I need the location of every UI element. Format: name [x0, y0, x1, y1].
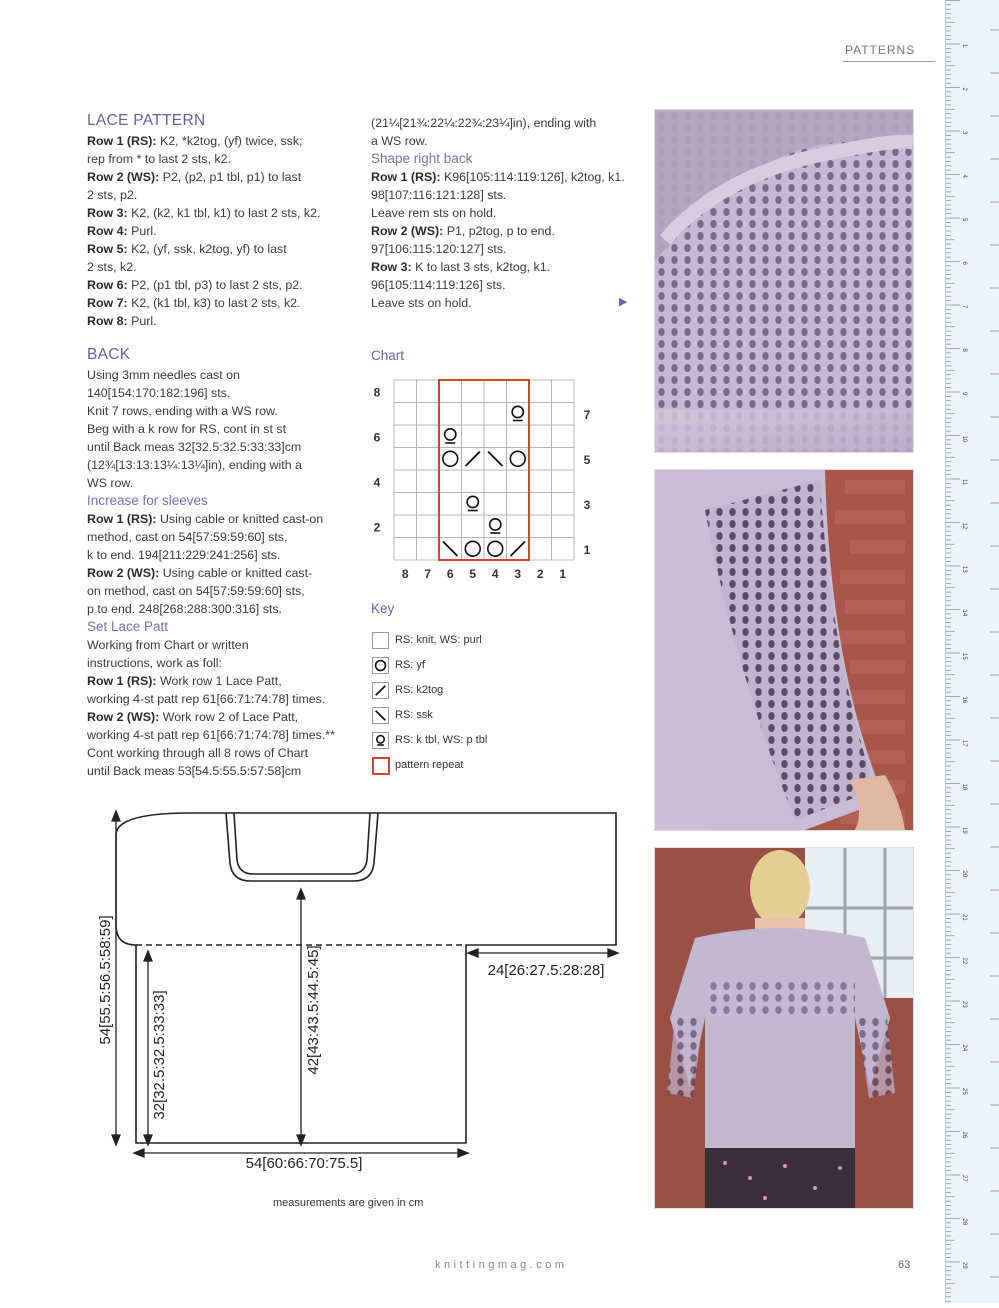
- row-label: Row 5:: [87, 242, 128, 256]
- chart-cell: [462, 403, 485, 426]
- center-height-label: 42[43:43.5:44.5:45]: [305, 945, 322, 1075]
- instruction-line: [371, 132, 641, 150]
- neckline-outer: [226, 813, 378, 881]
- row-label: Row 8:: [87, 314, 128, 328]
- row-text: 2 sts, p2.: [87, 188, 138, 202]
- total-height-label: 54[55.5:56.5:58:59]: [97, 915, 114, 1045]
- instruction-line: [371, 186, 641, 204]
- ssk-symbol: [376, 711, 386, 721]
- ruler-number: 24: [961, 1044, 967, 1052]
- key-title: Key: [371, 601, 395, 616]
- sleeve-photo: [654, 469, 914, 831]
- ruler-number: 2: [961, 87, 967, 91]
- instruction-line: [87, 744, 357, 762]
- row-text: K2, *k2tog, (yf) twice, ssk;: [156, 134, 303, 148]
- row-text: 2 sts, k2.: [87, 260, 137, 274]
- set-lace-patt-heading: Set Lace Patt: [87, 619, 169, 634]
- ruler-number: 29: [961, 1262, 967, 1269]
- chart-cell: [507, 515, 530, 538]
- chart-cell: [529, 515, 552, 538]
- instruction-line: [87, 654, 357, 672]
- chart-cell: [417, 493, 440, 516]
- chart-col-label: 7: [424, 567, 432, 581]
- chart-cell: [484, 380, 507, 403]
- ktbl-symbol: [377, 736, 385, 744]
- ruler-number: 11: [961, 479, 967, 486]
- row-label: Row 1 (RS):: [87, 512, 157, 526]
- key-blank-icon: [372, 632, 389, 649]
- back-instructions: [87, 366, 357, 492]
- continued-text: [371, 114, 641, 150]
- chart-col-label: 2: [536, 567, 544, 581]
- row-text: k to end. 194[211:229:241:256] sts.: [87, 548, 281, 562]
- row-label: Row 7:: [87, 296, 128, 310]
- row-text: Leave rem sts on hold.: [371, 206, 497, 220]
- chart-cell: [417, 515, 440, 538]
- ruler-number: 25: [961, 1088, 967, 1095]
- row-text: P2, (p1 tbl, p3) to last 2 sts, p2.: [127, 278, 303, 292]
- row-text: K to last 3 sts, k2tog, k1.: [411, 260, 551, 274]
- chart-col-label: 3: [514, 567, 522, 581]
- row-text: (12¾[13:13:13¼:13¼]in), ending with a: [87, 458, 302, 472]
- key-yf-icon: [372, 657, 389, 674]
- instruction-line: [371, 168, 641, 186]
- instruction-line: [87, 690, 357, 708]
- row-text: Work row 1 Lace Patt,: [156, 674, 282, 688]
- instruction-line: [87, 366, 357, 384]
- instruction-line: [87, 222, 357, 240]
- chart-cell: [529, 493, 552, 516]
- row-text: method, cast on 54[57:59:59:60] sts,: [87, 530, 288, 544]
- chart-row-label: 7: [583, 407, 591, 422]
- row-text: Knit 7 rows, ending with a WS row.: [87, 404, 278, 418]
- chart-cell: [529, 470, 552, 493]
- instruction-line: [371, 276, 641, 294]
- row-label: Row 4:: [87, 224, 128, 238]
- instruction-line: [87, 582, 357, 600]
- row-text: until Back meas 53[54.5:55.5:57:58]cm: [87, 764, 302, 778]
- chart-title: Chart: [371, 348, 405, 363]
- row-label: Row 2 (WS):: [87, 566, 160, 580]
- footer-url: knittingmag.com: [435, 1259, 568, 1271]
- chart-cell: [552, 425, 575, 448]
- chart-cell: [439, 470, 462, 493]
- instruction-line: [87, 168, 357, 186]
- key-label: RS: knit, WS: purl: [395, 634, 482, 646]
- measurement-note: measurements are given in cm: [273, 1197, 424, 1209]
- row-text: rep from * to last 2 sts, k2.: [87, 152, 231, 166]
- instruction-line: [87, 564, 357, 582]
- ruler-number: 14: [961, 609, 967, 617]
- row-text: Cont working through all 8 rows of Chart: [87, 746, 309, 760]
- ruler-number: 4: [961, 174, 967, 178]
- instruction-line: [87, 546, 357, 564]
- instruction-line: [87, 258, 357, 276]
- instruction-line: [87, 276, 357, 294]
- chart-cell: [439, 403, 462, 426]
- row-text: 97[106:115:120:127] sts.: [371, 242, 507, 256]
- chart-col-label: 8: [401, 567, 409, 581]
- back-view-photo-image: [655, 848, 913, 1208]
- row-text: K2, (k2, k1 tbl, k1) to last 2 sts, k2.: [127, 206, 321, 220]
- lace-pattern-section: [87, 112, 357, 330]
- chart-cell: [529, 403, 552, 426]
- ruler-number: 5: [961, 218, 967, 222]
- lace-pattern-title: LACE PATTERN: [87, 112, 206, 129]
- instruction-line: [87, 600, 357, 618]
- chart-cell: [552, 493, 575, 516]
- instruction-line: [371, 222, 641, 240]
- row-text: on method, cast on 54[57:59:59:60] sts,: [87, 584, 305, 598]
- instruction-line: [87, 456, 357, 474]
- row-label: Row 3:: [371, 260, 412, 274]
- ruler-ticks: [946, 0, 999, 1303]
- instruction-line: [87, 420, 357, 438]
- continue-arrow-icon: ▶: [619, 296, 628, 308]
- chart-cell: [394, 403, 417, 426]
- instruction-line: [87, 294, 357, 312]
- instruction-line: [87, 402, 357, 420]
- row-text: working 4-st patt rep 61[66:71:74:78] times.**: [87, 728, 335, 742]
- chart-cell: [462, 380, 485, 403]
- row-label: Row 3:: [87, 206, 128, 220]
- ruler-number: 22: [961, 957, 967, 965]
- row-text: Purl.: [127, 314, 157, 328]
- ruler-number: 27: [961, 1175, 967, 1182]
- garment-schematic: [90, 805, 630, 1200]
- chart-cell: [552, 403, 575, 426]
- section-label: PATTERNS: [845, 43, 916, 57]
- row-text: Work row 2 of Lace Patt,: [159, 710, 299, 724]
- row-text: 98[107:116:121:128] sts.: [371, 188, 507, 202]
- chart-cell: [394, 538, 417, 561]
- row-text: 140[154:170:182:196] sts.: [87, 386, 231, 400]
- instruction-line: [87, 510, 357, 528]
- chart-cell: [529, 448, 552, 471]
- ruler-number: 12: [961, 522, 967, 530]
- chart-cell: [439, 493, 462, 516]
- row-text: (21¼[21¾:22¼:22¾:23¼]in), ending with: [371, 116, 597, 130]
- instruction-line: [371, 240, 641, 258]
- shape-back-section: [371, 114, 641, 312]
- row-text: K2, (yf, ssk, k2tog, yf) to last: [127, 242, 287, 256]
- row-text: P1, p2tog, p to end.: [443, 224, 555, 238]
- row-text: instructions, work as foll:: [87, 656, 222, 670]
- chart-cell: [439, 515, 462, 538]
- row-text: K96[105:114:119:126], k2tog, k1.: [440, 170, 625, 184]
- row-text: a WS row.: [371, 134, 428, 148]
- chart-cell: [507, 425, 530, 448]
- row-label: Row 1 (RS):: [87, 134, 157, 148]
- chart-cell: [394, 425, 417, 448]
- chart-cell: [394, 448, 417, 471]
- ruler-number: 19: [961, 827, 967, 834]
- key-label: pattern repeat: [395, 759, 464, 771]
- chart-cell: [529, 425, 552, 448]
- chart-col-label: 4: [491, 567, 499, 581]
- key-ssk-icon: [372, 707, 389, 724]
- set-lace-patt-instructions: [87, 636, 357, 780]
- chart-cell: [417, 425, 440, 448]
- chart-cell: [484, 493, 507, 516]
- key-label: RS: yf: [395, 659, 425, 671]
- chart-cell: [394, 493, 417, 516]
- k2tog-symbol: [376, 686, 386, 696]
- instruction-line: [371, 204, 641, 222]
- ruler-number: 9: [961, 392, 967, 396]
- ruler-number: 17: [961, 740, 967, 747]
- neckline-photo: [654, 109, 914, 453]
- instruction-line: [87, 384, 357, 402]
- increase-sleeves-instructions: [87, 510, 357, 618]
- ruler-number: 10: [961, 435, 967, 443]
- instruction-line: [87, 240, 357, 258]
- instruction-line: [87, 312, 357, 330]
- chart-cell: [462, 425, 485, 448]
- instruction-line: [371, 258, 641, 276]
- instruction-line: [87, 636, 357, 654]
- chart-cell: [552, 515, 575, 538]
- chart-cell: [394, 380, 417, 403]
- instruction-line: [87, 708, 357, 726]
- back-view-photo: [654, 847, 914, 1209]
- shape-right-back-instructions: [371, 168, 641, 312]
- increase-sleeves-heading: Increase for sleeves: [87, 493, 208, 508]
- ruler-number: 16: [961, 696, 967, 704]
- chart-row-label: 4: [373, 475, 381, 490]
- instruction-line: [87, 762, 357, 780]
- chart-col-label: 5: [469, 567, 477, 581]
- instruction-line: [371, 294, 641, 312]
- chart-cell: [394, 470, 417, 493]
- ruler-number: 18: [961, 783, 967, 791]
- back-section: [87, 346, 357, 780]
- chart-cell: [417, 403, 440, 426]
- ruler-number: 20: [961, 870, 967, 878]
- key-k2tog-icon: [372, 682, 389, 699]
- ruler-number: 15: [961, 653, 967, 660]
- row-text: Using cable or knitted cast-: [159, 566, 313, 580]
- chart-cell: [529, 380, 552, 403]
- chart-row-label: 5: [583, 452, 591, 467]
- section-rule: [843, 61, 935, 62]
- chart-row-label: 1: [583, 542, 591, 557]
- row-text: Using cable or knitted cast-on: [156, 512, 324, 526]
- instruction-line: [87, 672, 357, 690]
- ruler-number: 28: [961, 1218, 967, 1226]
- row-text: K2, (k1 tbl, k3) to last 2 sts, k2.: [127, 296, 301, 310]
- key-label: RS: k tbl, WS: p tbl: [395, 734, 488, 746]
- body-height-label: 32[32.5:32.5:33:33]: [151, 990, 168, 1120]
- chart-cell: [462, 470, 485, 493]
- chart-row-label: 6: [373, 430, 381, 445]
- row-label: Row 2 (WS):: [87, 170, 160, 184]
- ruler-number: 7: [961, 305, 967, 309]
- ruler-number: 8: [961, 348, 967, 352]
- key-label: RS: ssk: [395, 709, 433, 721]
- yf-symbol: [376, 661, 386, 671]
- row-label: Row 2 (WS):: [87, 710, 160, 724]
- sleeve-width-label: 24[26:27.5:28:28]: [487, 962, 605, 979]
- shape-right-back-heading: Shape right back: [371, 151, 473, 166]
- lace-pattern-rows: [87, 132, 357, 330]
- row-label: Row 1 (RS):: [87, 674, 157, 688]
- row-text: until Back meas 32[32.5:32.5:33:33]cm: [87, 440, 302, 454]
- chart-cell: [484, 470, 507, 493]
- key-repeat-icon: [372, 757, 390, 775]
- chart-cell: [417, 538, 440, 561]
- chart-cell: [417, 448, 440, 471]
- chart-row-label: 3: [583, 497, 591, 512]
- chart-cell: [552, 380, 575, 403]
- chart-cell: [417, 380, 440, 403]
- ruler-number: 23: [961, 1001, 967, 1008]
- instruction-line: [87, 204, 357, 222]
- sleeve-photo-image: [655, 470, 913, 830]
- instruction-line: [87, 438, 357, 456]
- chart-cell: [552, 470, 575, 493]
- ruler-number: 1: [961, 44, 967, 48]
- chart-cell: [507, 380, 530, 403]
- key-label: RS: k2tog: [395, 684, 444, 696]
- ruler-number: 13: [961, 566, 967, 573]
- back-title: BACK: [87, 346, 131, 363]
- chart-cell: [484, 425, 507, 448]
- neckline-photo-image: [655, 110, 913, 452]
- neckline-inner: [234, 813, 370, 874]
- chart-cell: [507, 493, 530, 516]
- row-text: WS row.: [87, 476, 134, 490]
- ruler-number: 21: [961, 914, 967, 921]
- row-text: Leave sts on hold.: [371, 296, 472, 310]
- chart-col-label: 1: [559, 567, 567, 581]
- chart-cell: [507, 470, 530, 493]
- instruction-line: [87, 726, 357, 744]
- ruler-number: 3: [961, 131, 967, 135]
- instruction-line: [87, 150, 357, 168]
- chart-cell: [394, 515, 417, 538]
- instruction-line: [87, 528, 357, 546]
- instruction-line: [371, 114, 641, 132]
- measurement-ruler: [945, 0, 999, 1303]
- key-ktbl-icon: [372, 732, 389, 749]
- row-text: 96[105:114:119:126] sts.: [371, 278, 506, 292]
- chart-cell: [552, 448, 575, 471]
- row-label: Row 2 (WS):: [371, 224, 444, 238]
- row-text: Beg with a k row for RS, cont in st st: [87, 422, 287, 436]
- chart-row-label: 8: [373, 385, 381, 400]
- row-label: Row 6:: [87, 278, 128, 292]
- chart-row-label: 2: [373, 520, 381, 535]
- ruler-number: 6: [961, 261, 967, 265]
- page-number: 63: [898, 1259, 911, 1271]
- chart-cell: [552, 538, 575, 561]
- row-text: P2, (p2, p1 tbl, p1) to last: [159, 170, 302, 184]
- instruction-line: [87, 474, 357, 492]
- row-text: working 4-st patt rep 61[66:71:74:78] times.: [87, 692, 326, 706]
- instruction-line: [87, 186, 357, 204]
- chart-col-label: 6: [446, 567, 454, 581]
- row-text: Using 3mm needles cast on: [87, 368, 240, 382]
- lace-chart: [365, 375, 605, 585]
- chart-cell: [484, 403, 507, 426]
- row-text: Working from Chart or written: [87, 638, 249, 652]
- row-text: p to end. 248[268:288:300:316] sts.: [87, 602, 282, 616]
- row-text: Purl.: [127, 224, 157, 238]
- chart-cell: [462, 515, 485, 538]
- ruler-number: 26: [961, 1131, 967, 1139]
- chart-cell: [439, 380, 462, 403]
- instruction-line: [87, 132, 357, 150]
- body-width-label: 54[60:66:70:75.5]: [245, 1155, 363, 1172]
- chart-cell: [529, 538, 552, 561]
- row-label: Row 1 (RS):: [371, 170, 441, 184]
- chart-cell: [417, 470, 440, 493]
